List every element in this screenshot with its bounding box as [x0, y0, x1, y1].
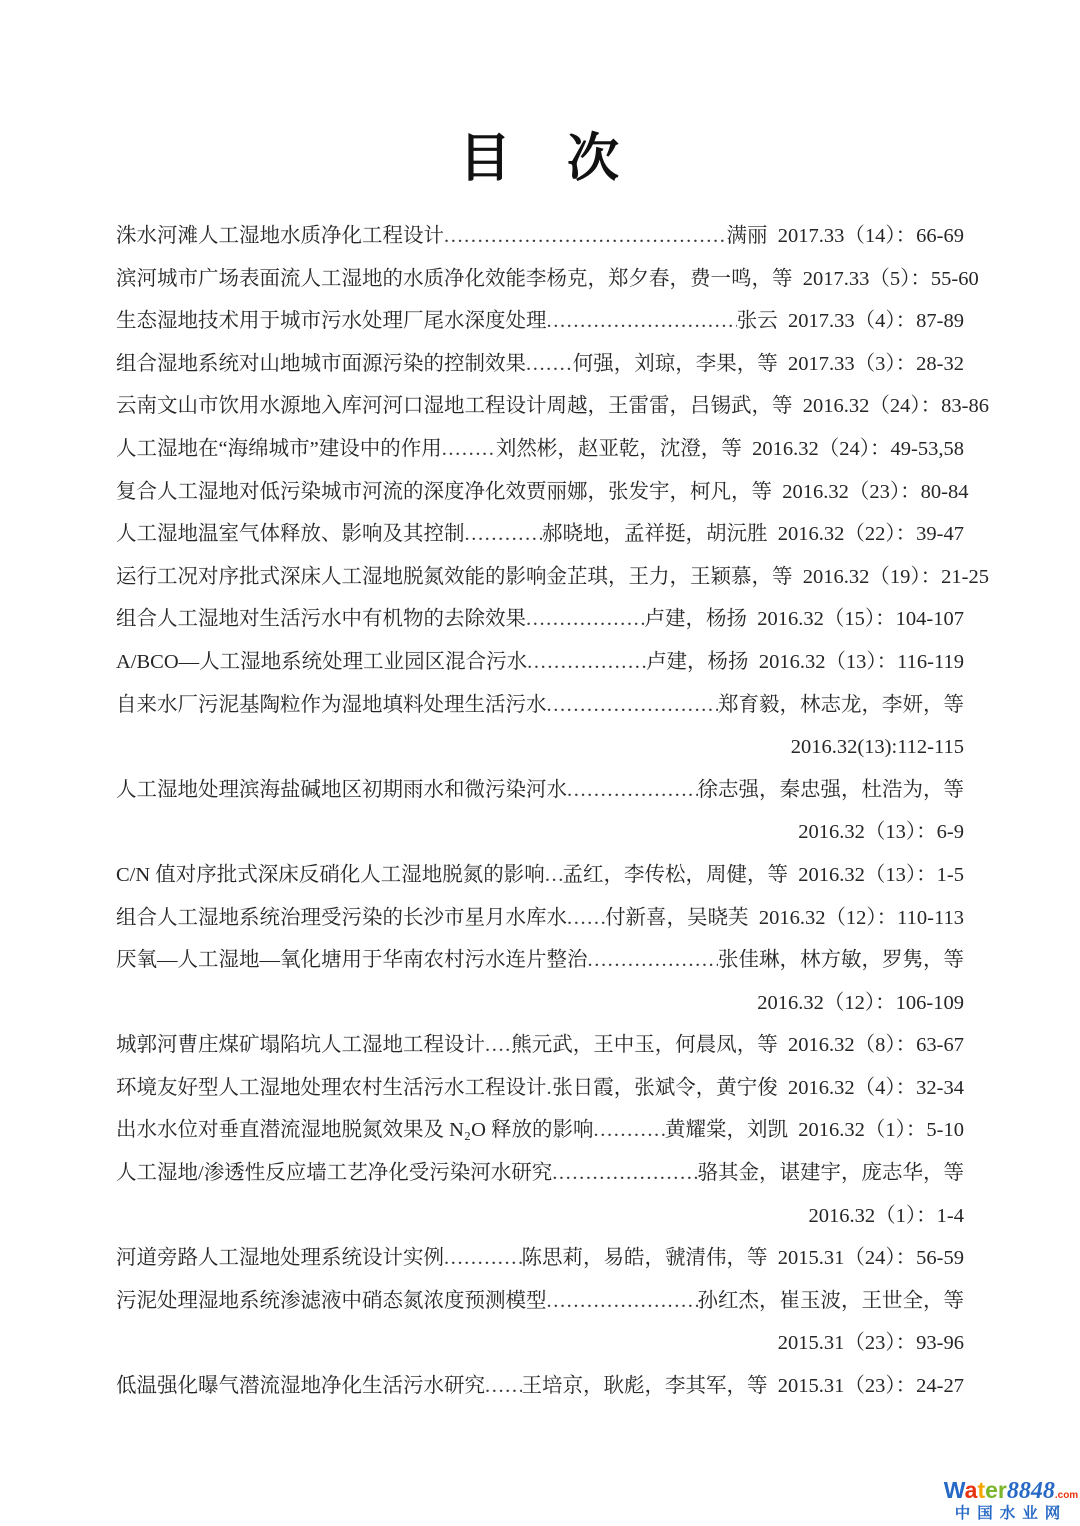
- article-title: A/BCO—人工湿地系统处理工业园区混合污水: [116, 650, 528, 673]
- article-authors: 张佳琳，林方敏，罗隽，等: [718, 949, 964, 972]
- article-authors: 王培京，耿彪，李其军，等: [521, 1375, 768, 1398]
- dot-leader: [465, 513, 543, 556]
- article-authors: 贾丽娜，张发宇，柯凡，等: [526, 480, 772, 503]
- dot-leader: [444, 1237, 522, 1280]
- toc-entry: [116, 300, 964, 343]
- article-title: 环境友好型人工湿地处理农村生活污水工程设计: [116, 1076, 547, 1099]
- article-title: 云南文山市饮用水源地入库河河口湿地工程设计: [116, 395, 547, 418]
- toc-entry: [116, 343, 964, 386]
- article-ref: 2016.32（8）：63-67: [788, 1034, 964, 1057]
- toc-entry-continuation: [116, 726, 964, 769]
- article-ref: 2016.32（19）：21-25: [802, 565, 989, 588]
- dot-leader: [547, 684, 719, 727]
- toc-entry: [116, 769, 964, 812]
- toc-entry: [116, 556, 989, 599]
- article-title: 人工湿地温室气体释放、影响及其控制: [116, 523, 465, 546]
- article-ref: 2016.32（13）：116-119: [758, 650, 964, 673]
- article-title: 出水水位对垂直潜流湿地脱氮效果及 N₂O 释放的影响: [116, 1119, 594, 1142]
- article-title: 人工湿地在“海绵城市”建设中的作用: [116, 437, 442, 460]
- article-authors: 卢建，杨扬: [644, 608, 748, 631]
- article-ref: 2016.32（1）：1-4: [808, 1204, 964, 1227]
- article-authors: 张日霞，张斌令，黄宁俊: [552, 1076, 778, 1099]
- toc-entry: [116, 1152, 964, 1195]
- dot-leader: [545, 854, 563, 897]
- article-authors: 刘然彬，赵亚乾，沈澄，等: [495, 437, 742, 460]
- article-title: 复合人工湿地对低污染城市河流的深度净化效: [116, 480, 526, 503]
- article-title: 洙水河滩人工湿地水质净化工程设计: [116, 225, 444, 247]
- page-title: 目 次: [458, 131, 621, 188]
- article-ref: 2016.32（12）：110-113: [758, 906, 964, 929]
- article-title: 组合人工湿地系统治理受污染的长沙市星月水库水: [116, 906, 567, 929]
- article-authors: 徐志强，秦忠强，杜浩为，等: [697, 778, 964, 801]
- toc-entry: [116, 1237, 964, 1280]
- toc-entry: [116, 258, 979, 301]
- article-authors: 熊元武，王中玉，何晨凤，等: [511, 1034, 778, 1057]
- article-authors: 李杨克，郑夕春，费一鸣，等: [526, 267, 793, 290]
- toc-entry: [116, 471, 969, 514]
- water8848-logo: [942, 1478, 1080, 1522]
- toc-entry-continuation: [116, 1322, 964, 1365]
- article-ref: 2016.32（23）：80-84: [782, 480, 969, 503]
- article-ref: 2016.32（13）：6-9: [798, 821, 964, 844]
- dot-leader: [527, 641, 646, 684]
- article-ref: 2015.31（23）：24-27: [777, 1375, 964, 1398]
- article-authors: 郑育毅，林志龙，李妍，等: [718, 693, 964, 716]
- dot-leader: [567, 897, 605, 940]
- article-ref: 2016.32(13):112-115: [790, 736, 964, 759]
- article-ref: 2016.32（12）：106-109: [757, 991, 964, 1014]
- article-ref: 2016.32（4）：32-34: [788, 1076, 964, 1099]
- wordmark-number: 8848: [1006, 1477, 1055, 1504]
- dot-leader: [594, 1109, 666, 1152]
- article-authors: 陈思莉，易皓，虢清伟，等: [521, 1247, 768, 1270]
- dot-leader: [547, 300, 737, 343]
- article-ref: 2017.33（4）：87-89: [788, 310, 964, 333]
- toc-entry: [116, 1365, 964, 1408]
- article-authors: 张云: [736, 310, 778, 333]
- table-of-contents: [116, 215, 989, 1408]
- article-authors: 黄耀棠，刘凯: [665, 1119, 789, 1142]
- wordmark-letter: e: [985, 1476, 998, 1503]
- toc-entry: [116, 385, 989, 428]
- article-authors: 付新喜，吴晓芙: [605, 906, 749, 929]
- dot-leader: [444, 215, 727, 258]
- toc-entry: [116, 684, 964, 727]
- article-title: 运行工况对序批式深床人工湿地脱氮效能的影响: [116, 565, 547, 588]
- dot-leader: [485, 1024, 511, 1067]
- dot-leader: [526, 343, 573, 386]
- dot-leader: [526, 598, 645, 641]
- article-authors: 周越，王雷雷，吕锡武，等: [546, 395, 793, 418]
- article-ref: 2016.32（15）：104-107: [757, 608, 964, 631]
- article-authors: 卢建，杨扬: [646, 650, 749, 673]
- article-ref: 2017.33（5）：55-60: [802, 267, 979, 290]
- article-title: 组合人工湿地对生活污水中有机物的去除效果: [116, 608, 526, 631]
- toc-entry: [116, 598, 964, 641]
- article-title: 城郭河曹庄煤矿塌陷坑人工湿地工程设计: [116, 1034, 485, 1057]
- article-ref: 2016.32（24）：83-86: [802, 395, 989, 418]
- article-ref: 2015.31（23）：93-96: [777, 1332, 964, 1355]
- article-title: 厌氧—人工湿地—氧化塘用于华南农村污水连片整治: [116, 949, 588, 972]
- article-title: 生态湿地技术用于城市污水处理厂尾水深度处理: [116, 310, 547, 333]
- toc-entry-continuation: [116, 811, 964, 854]
- toc-entry: [116, 1067, 964, 1110]
- dot-leader: [567, 769, 698, 812]
- article-authors: 孟红，李传松，周健，等: [562, 863, 789, 886]
- article-title: 滨河城市广场表面流人工湿地的水质净化效能: [116, 267, 526, 290]
- article-title: 人工湿地处理滨海盐碱地区初期雨水和微污染河水: [116, 778, 567, 801]
- article-ref: 2016.32（22）：39-47: [777, 523, 964, 546]
- dot-leader: [588, 939, 719, 982]
- article-ref: 2016.32（13）：1-5: [798, 863, 964, 886]
- toc-entry: [116, 854, 964, 897]
- article-authors: 金芷琪，王力，王颖慕，等: [546, 565, 793, 588]
- toc-entry: [116, 897, 964, 940]
- article-ref: 2016.32（1）：5-10: [798, 1119, 964, 1142]
- article-authors: 满丽: [726, 225, 768, 247]
- dot-leader: [485, 1365, 522, 1408]
- article-title: 低温强化曝气潜流湿地净化生活污水研究: [116, 1375, 485, 1398]
- toc-entry: [116, 939, 964, 982]
- toc-entry: [116, 513, 964, 556]
- toc-entry-continuation: [116, 1195, 964, 1238]
- water8848-subtitle: 中国水业网: [954, 1504, 1068, 1522]
- article-authors: 孙红杰，崔玉波，王世全，等: [697, 1289, 964, 1312]
- article-authors: 骆其金，谌建宇，庞志华，等: [697, 1162, 964, 1185]
- dot-leader: [442, 428, 496, 471]
- toc-entry: [116, 215, 964, 258]
- toc-entry: [116, 1109, 964, 1152]
- article-title: 人工湿地/渗透性反应墙工艺净化受污染河水研究: [116, 1162, 553, 1185]
- dot-leader: [547, 1280, 698, 1323]
- article-title: 组合湿地系统对山地城市面源污染的控制效果: [116, 352, 526, 375]
- water8848-wordmark: [942, 1478, 1080, 1504]
- article-ref: 2017.33（3）：28-32: [788, 352, 964, 375]
- article-title: C/N 值对序批式深床反硝化人工湿地脱氮的影响: [116, 863, 545, 886]
- wordmark-letter: t: [977, 1476, 986, 1503]
- toc-entry: [116, 428, 964, 471]
- wordmark-letter: a: [964, 1476, 978, 1503]
- article-ref: 2016.32（24）：49-53,58: [752, 437, 964, 460]
- wordmark-letter: r: [997, 1476, 1007, 1503]
- dot-leader: [552, 1152, 697, 1195]
- toc-entry: [116, 1280, 964, 1323]
- article-title: 自来水厂污泥基陶粒作为湿地填料处理生活污水: [116, 693, 547, 716]
- wordmark-letter: W: [943, 1476, 965, 1503]
- toc-entry-continuation: [116, 982, 964, 1025]
- article-authors: 何强，刘琼，李果，等: [572, 352, 778, 375]
- article-ref: 2017.33（14）：66-69: [777, 225, 964, 247]
- toc-entry: [116, 641, 964, 684]
- toc-entry: [116, 1024, 964, 1067]
- wordmark-tld: .com: [1054, 1489, 1079, 1501]
- article-title: 河道旁路人工湿地处理系统设计实例: [116, 1247, 444, 1270]
- article-ref: 2015.31（24）：56-59: [777, 1247, 964, 1270]
- article-title: 污泥处理湿地系统渗滤液中硝态氮浓度预测模型: [116, 1289, 547, 1312]
- article-authors: 郝晓地，孟祥挺，胡沅胜: [542, 523, 768, 546]
